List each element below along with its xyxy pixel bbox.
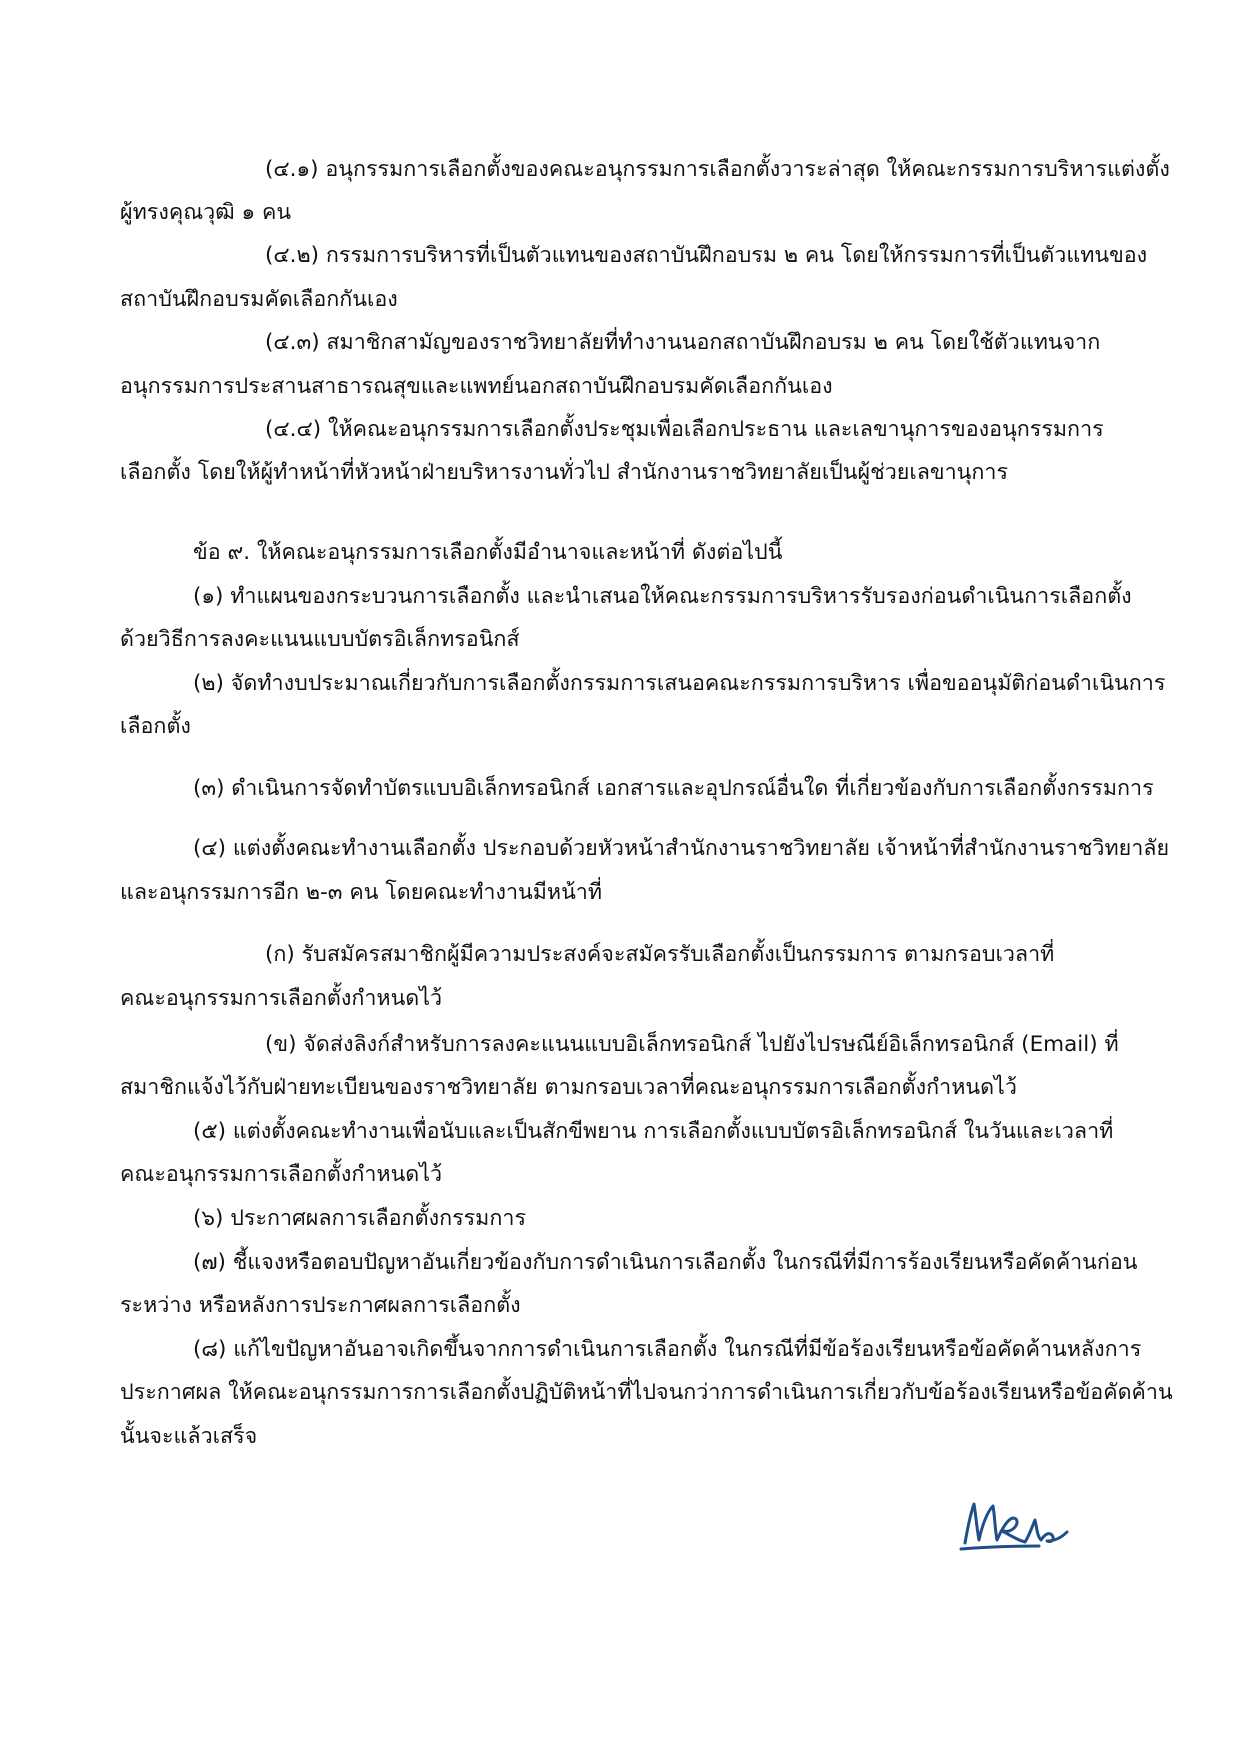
item-7-line-2: ระหว่าง หรือหลังการประกาศผลการเลือกตั้ง	[120, 1293, 521, 1318]
signature-mark	[955, 1488, 1085, 1558]
article-9-heading: ข้อ ๙. ให้คณะอนุกรรมการเลือกตั้งมีอำนาจและหน้าที่ ดังต่อไปนี้	[193, 540, 783, 565]
item-3-line-1: (๓) ดำเนินการจัดทำบัตรแบบอิเล็กทรอนิกส์ เอกสารและอุปกรณ์อื่นใด ที่เกี่ยวข้องกับการเลือกตั้งกรรมการ	[193, 776, 1154, 801]
item-6-line-1: (๖) ประกาศผลการเลือกตั้งกรรมการ	[193, 1206, 526, 1231]
clause-4-1-line-1: (๔.๑) อนุกรรมการเลือกตั้งของคณะอนุกรรมการเลือกตั้งวาระล่าสุด ให้คณะกรรมการบริหารแต่งตั้ง	[265, 157, 1170, 182]
item-4-line-2: และอนุกรรมการอีก ๒-๓ คน โดยคณะทำงานมีหน้าที่	[120, 880, 603, 905]
item-4a-line-2: คณะอนุกรรมการเลือกตั้งกำหนดไว้	[120, 986, 443, 1011]
clause-4-1-line-2: ผู้ทรงคุณวุฒิ ๑ คน	[120, 200, 292, 225]
item-7-line-1: (๗) ชี้แจงหรือตอบปัญหาอันเกี่ยวข้องกับการดำเนินการเลือกตั้ง ในกรณีที่มีการร้องเรียนหรือคัดค้านก่อน	[193, 1250, 1138, 1275]
clause-4-3-line-1: (๔.๓) สมาชิกสามัญของราชวิทยาลัยที่ทำงานนอกสถาบันฝึกอบรม ๒ คน โดยใช้ตัวแทนจาก	[265, 330, 1101, 355]
item-5-line-2: คณะอนุกรรมการเลือกตั้งกำหนดไว้	[120, 1162, 443, 1187]
item-2-line-2: เลือกตั้ง	[120, 714, 191, 739]
item-1-line-2: ด้วยวิธีการลงคะแนนแบบบัตรอิเล็กทรอนิกส์	[120, 627, 520, 652]
item-5-line-1: (๕) แต่งตั้งคณะทำงานเพื่อนับและเป็นสักขีพยาน การเลือกตั้งแบบบัตรอิเล็กทรอนิกส์ ในวันและเวลาที่	[193, 1119, 1114, 1144]
item-8-line-2: ประกาศผล ให้คณะอนุกรรมการการเลือกตั้งปฏิบัติหน้าที่ไปจนกว่าการดำเนินการเกี่ยวกับข้อร้องเรียนหรือข้อคัดค้าน	[120, 1380, 1173, 1405]
item-8-line-1: (๘) แก้ไขปัญหาอันอาจเกิดขึ้นจากการดำเนินการเลือกตั้ง ในกรณีที่มีข้อร้องเรียนหรือข้อคัดค้านหลังการ	[193, 1337, 1142, 1362]
item-4-line-1: (๔) แต่งตั้งคณะทำงานเลือกตั้ง ประกอบด้วยหัวหน้าสำนักงานราชวิทยาลัย เจ้าหน้าที่สำนักงานราชวิทยาลัย	[193, 836, 1170, 861]
item-8-line-3: นั้นจะแล้วเสร็จ	[120, 1424, 258, 1449]
clause-4-4-line-2: เลือกตั้ง โดยให้ผู้ทำหน้าที่หัวหน้าฝ่ายบริหารงานทั่วไป สำนักงานราชวิทยาลัยเป็นผู้ช่วยเลขานุการ	[120, 460, 1008, 485]
item-4b-line-2: สมาชิกแจ้งไว้กับฝ่ายทะเบียนของราชวิทยาลัย ตามกรอบเวลาที่คณะอนุกรรมการเลือกตั้งกำหนดไว้	[120, 1075, 1017, 1100]
item-2-line-1: (๒) จัดทำงบประมาณเกี่ยวกับการเลือกตั้งกรรมการเสนอคณะกรรมการบริหาร เพื่อขออนุมัติก่อนดำเนินการ	[193, 671, 1166, 696]
item-4b-line-1: (ข) จัดส่งลิงก์สำหรับการลงคะแนนแบบอิเล็กทรอนิกส์ ไปยังไปรษณีย์อิเล็กทรอนิกส์ (Email) ที่	[265, 1032, 1119, 1057]
clause-4-2-line-2: สถาบันฝึกอบรมคัดเลือกกันเอง	[120, 287, 398, 312]
clause-4-3-line-2: อนุกรรมการประสานสาธารณสุขและแพทย์นอกสถาบันฝึกอบรมคัดเลือกกันเอง	[120, 374, 833, 399]
item-4a-line-1: (ก) รับสมัครสมาชิกผู้มีความประสงค์จะสมัครรับเลือกตั้งเป็นกรรมการ ตามกรอบเวลาที่	[265, 942, 1055, 967]
clause-4-4-line-1: (๔.๔) ให้คณะอนุกรรมการเลือกตั้งประชุมเพื่อเลือกประธาน และเลขานุการของอนุกรรมการ	[265, 417, 1104, 442]
clause-4-2-line-1: (๔.๒) กรรมการบริหารที่เป็นตัวแทนของสถาบันฝึกอบรม ๒ คน โดยให้กรรมการที่เป็นตัวแทนของ	[265, 243, 1148, 268]
item-1-line-1: (๑) ทำแผนของกระบวนการเลือกตั้ง และนำเสนอให้คณะกรรมการบริหารรับรองก่อนดำเนินการเลือกตั้ง	[193, 584, 1132, 609]
